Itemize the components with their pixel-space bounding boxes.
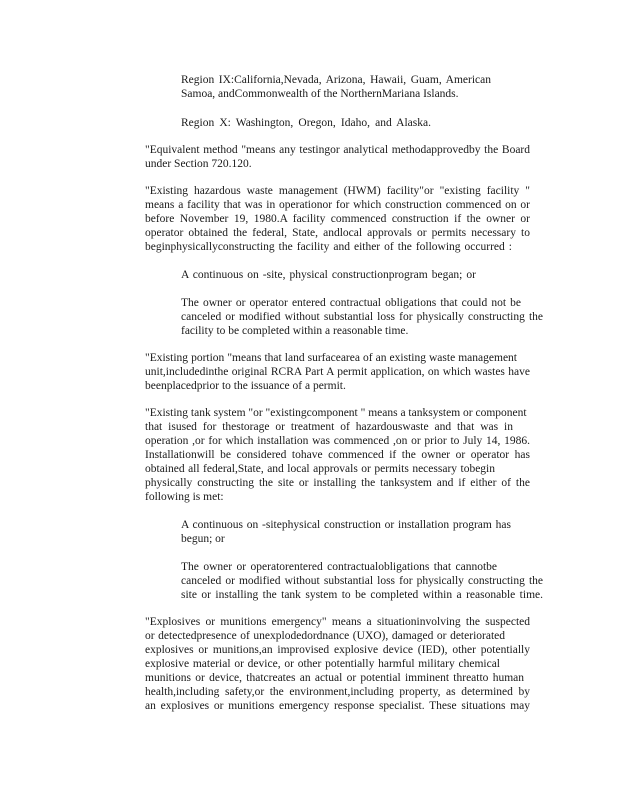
text-line: canceled or modified without substantial loss for physically constructing the — [181, 311, 543, 323]
text-line: operation ,or for which installation was commenced ,on or prior to July 14, 1986. — [145, 435, 530, 447]
text-line: "Existing tank system "or "existingcomponent " means a tanksystem or component — [145, 407, 527, 419]
paragraph-tank-item-a — [181, 518, 511, 546]
text-line: means a facility that was in operationor for which construction commenced on or — [145, 199, 530, 211]
text-line: unit,includedinthe original RCRA Part A permit application, on which wastes have — [145, 366, 530, 378]
text-line: beginphysicallyconstructing the facility and either of the following occurred : — [145, 241, 512, 253]
text-line: begun; or — [181, 533, 225, 545]
text-line: A continuous on -site, physical constructionprogram began; or — [181, 269, 476, 281]
text-line: Installationwill be considered tohave commenced if the owner or operator has — [145, 449, 530, 461]
text-line: site or installing the tank system to be completed within a reasonable time. — [181, 589, 543, 601]
text-line: "Existing portion "means that land surfacearea of an existing waste management — [145, 352, 517, 364]
text-line: obtained all federal,State, and local approvals or permits necessary tobegin — [145, 463, 495, 475]
paragraph-existing-tank-system — [145, 406, 530, 504]
text-line: The owner or operatorentered contractualobligations that cannotbe — [181, 561, 497, 573]
paragraph-hwm-item-a — [181, 268, 476, 282]
text-line: before November 19, 1980.A facility commenced construction if the owner or — [145, 213, 530, 225]
text-line: "Equivalent method "means any testingor analytical methodapprovedby the Board — [145, 144, 530, 156]
paragraph-existing-portion — [145, 351, 530, 393]
text-line: canceled or modified without substantial loss for physically constructing the — [181, 575, 543, 587]
text-line: explosive material or device, or other potentially harmful military chemical — [145, 658, 500, 670]
text-line: physically constructing the site or installing the tanksystem and if either of the — [145, 477, 530, 489]
paragraph-region-ix — [181, 73, 491, 101]
text-line: munitions or device, thatcreates an actual or potential imminent threatto human — [145, 672, 524, 684]
text-line: under Section 720.120. — [145, 158, 252, 170]
text-line: The owner or operator entered contractual obligations that could not be — [181, 297, 521, 309]
text-line: health,including safety,or the environment,including property, as determined by — [145, 686, 530, 698]
text-line: A continuous on -sitephysical construction or installation program has — [181, 519, 511, 531]
text-line: Samoa, andCommonwealth of the NorthernMariana Islands. — [181, 88, 459, 100]
text-line: Region IX:California,Nevada, Arizona, Hawaii, Guam, American — [181, 74, 491, 86]
text-line: an explosives or munitions emergency response specialist. These situations may — [145, 700, 530, 712]
text-line: facility to be completed within a reasonable time. — [181, 325, 409, 337]
paragraph-hwm-item-b — [181, 296, 543, 338]
paragraph-region-x — [181, 116, 431, 130]
paragraph-tank-item-b — [181, 560, 543, 602]
text-line: beenplacedprior to the issuance of a permit. — [145, 380, 346, 392]
text-line: that isused for thestorage or treatment of hazardouswaste and that was in — [145, 421, 513, 433]
text-line: explosives or munitions,an improvised explosive device (IED), other potentially — [145, 644, 530, 656]
text-line: "Existing hazardous waste management (HWM) facility"or "existing facility " — [145, 185, 530, 197]
text-line: or detectedpresence of unexplodedordnance (UXO), damaged or deteriorated — [145, 630, 505, 642]
text-line: operator obtained the federal, State, andlocal approvals or permits necessary to — [145, 227, 530, 239]
text-line: following is met: — [145, 491, 224, 503]
paragraph-explosives-emergency — [145, 615, 530, 713]
text-line: Region X: Washington, Oregon, Idaho, and Alaska. — [181, 117, 431, 129]
paragraph-existing-hwm-facility — [145, 184, 530, 254]
paragraph-equivalent-method — [145, 143, 530, 171]
text-line: "Explosives or munitions emergency" means a situationinvolving the suspected — [145, 616, 530, 628]
